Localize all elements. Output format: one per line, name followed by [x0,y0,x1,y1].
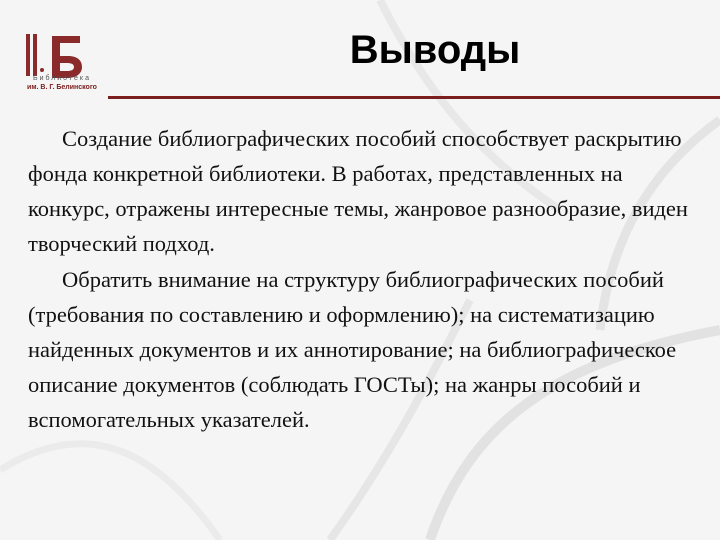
paragraph-2: Обратить внимание на структуру библиографических пособий (требования по составлению и оформлению); на систематизацию найденных документов и их аннотирование; на библиографическое описание документов (соблюдать ГОСТы); на жанры пособий и вспомогательных указателей. [28,267,677,432]
slide-body [28,121,700,437]
logo-caption-name: им. В. Г. Белинского [27,84,97,91]
paragraph-1: Создание библиографических пособий способствует раскрытию фонда конкретной библиотеки. В работах, представленных на конкурс, отражены интересные темы, жанровое разнообразие, виден творческий подход. [28,126,688,256]
slide-title: Выводы [349,28,521,72]
logo-caption-library: Библиотека [32,75,92,82]
swirl-curve-5 [0,444,220,540]
title-divider [108,96,720,99]
